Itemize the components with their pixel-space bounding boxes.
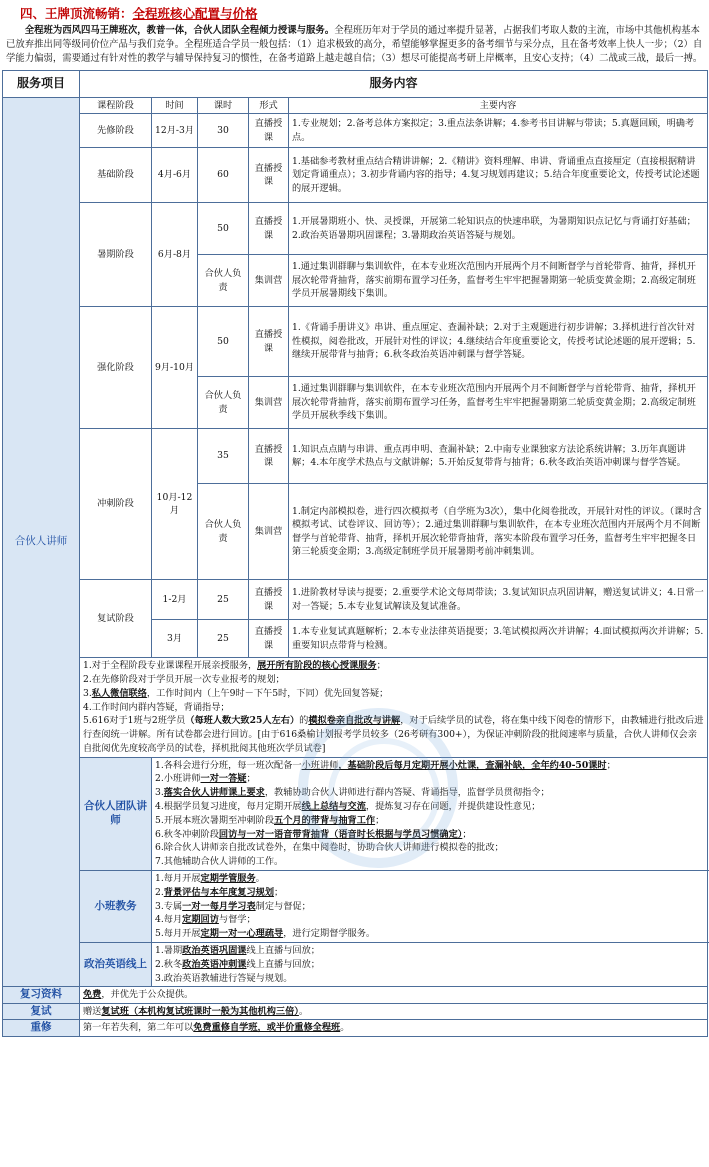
intro-bold: 全程班为西风四马王牌班次，教普一体，合伙人团队全程倾力授课与服务。: [24, 25, 335, 36]
team-line: 6.秋冬冲刺阶段回访与一对一语音带背抽背（语音时长根据与学员习惯确定）；: [155, 828, 472, 840]
stage-cell: 先修阶段: [80, 114, 152, 148]
section-heading: [2, 4, 707, 24]
intro-paragraph: [2, 24, 707, 67]
time-cell: 6月-8月: [152, 203, 198, 307]
hours-cell: 35: [198, 429, 249, 484]
stage-cell: 基础阶段: [80, 148, 152, 203]
xiaoban-row: [3, 871, 708, 943]
time-cell: 9月-10月: [152, 307, 198, 429]
content-cell: 1.通过集训群聊与集训软件，在本专业班次范围内开展两个月不间断督学与首轮带背、抽背，择机开展次轮带背抽背，落实前期布置学习任务，监督考生牢牢把握暑期第一轮质变黄金期；2.高级定制班学员开展暑期线下集训。: [289, 255, 708, 307]
content-cell: 1.本专业复试真题解析；2.本专业法律英语提要；3.笔试模拟两次并讲解；4.面试模拟两次并讲解；5.重要知识点带背与检测。: [289, 620, 708, 658]
politics-line: 2.秋冬政治英语冲刺课线上直播与回放；: [155, 958, 320, 970]
hours-cell: 30: [198, 114, 249, 148]
materials-row: [3, 987, 708, 1004]
retest-row: [3, 1003, 708, 1020]
time-cell: 12月-3月: [152, 114, 198, 148]
hours-cell: 合伙人负责: [198, 255, 249, 307]
xiaoban-content: [152, 871, 708, 943]
stage-cell: 强化阶段: [80, 307, 152, 429]
team-content: [152, 757, 708, 870]
politics-content: [152, 943, 708, 987]
team-row: [3, 757, 708, 870]
table-row: [3, 114, 708, 148]
subheader-content: 主要内容: [289, 97, 708, 114]
subheader-hours: 课时: [198, 97, 249, 114]
content-cell: 1.基础参考教材重点结合精讲讲解；2.《精讲》资料理解、串讲、背诵重点直接厘定（直接根据精讲划定背诵重点）；3.初步背诵内容的指导；4.复习规划再建议；5.结合年度重要论文，传授考试论述题的展开逻辑。: [289, 148, 708, 203]
header-service-item: 服务项目: [3, 70, 80, 97]
xiaoban-line: 1.每月开展定期学管服务。: [155, 873, 265, 885]
politics-row: [3, 943, 708, 987]
hours-cell: 25: [198, 620, 249, 658]
team-line: 3.落实合伙人讲师课上要求，教辅协助合伙人讲师进行群内答疑、背诵指导，监督学员贯彻指令；: [155, 787, 550, 799]
hours-cell: 合伙人负责: [198, 377, 249, 429]
time-cell: 4月-6月: [152, 148, 198, 203]
content-cell: 1.通过集训群聊与集训软件，在本专业班次范围内开展两个月不间断督学与首轮带背、抽背，择机开展次轮带背抽背，落实前期布置学习任务，监督考生牢牢把握暑期第二轮质变黄金期；2.高级定制班学员开展秋季线下集训。: [289, 377, 708, 429]
xiaoban-line: 4.每月定期回访与督学；: [155, 914, 256, 926]
politics-line: 3.政治英语教辅进行答疑与规划。: [155, 972, 293, 984]
materials-label: 复习资料: [3, 987, 80, 1004]
form-cell: 集训营: [249, 377, 289, 429]
team-line: 6.除合伙人讲师亲自批改试卷外，在集中阅卷时，协助合伙人讲师进行模拟卷的批改；: [155, 842, 504, 854]
politics-label: 政治英语线上: [80, 943, 152, 987]
xiaoban-line: 2.背景评估与本年度复习规划；: [155, 886, 284, 898]
header-service-content: 服务内容: [80, 70, 708, 97]
team-line: 1.各科会进行分班，每一班次配备一小班讲师，基础阶段后每月定期开展小灶课，查漏补缺，全年约40-50课时；: [155, 759, 616, 771]
xiaoban-label: 小班教务: [80, 871, 152, 943]
materials-content: 免费，并优先于公众提供。: [80, 987, 708, 1004]
time-cell: 1-2月: [152, 580, 198, 620]
form-cell: 直播授课: [249, 114, 289, 148]
note-line: 4.工作时间内群内答疑，背诵指导；: [83, 701, 230, 713]
content-cell: 1.《背诵手册讲义》串讲、重点厘定、查漏补缺；2.对于主观题进行初步讲解；3.择机进行首次针对性模拟，阅卷批改，开展针对性的评议；4.继续结合年度重要论文，传授考试论述题的展开逻辑；5.继续开展带背与抽背；6.秋冬政治英语冲刺课与督学答疑。: [289, 307, 708, 377]
hours-cell: 50: [198, 203, 249, 255]
xiaoban-line: 5.每月开展定期一对一心理疏导，进行定期督学服务。: [155, 928, 376, 940]
note-line: 5.616对于1班与2班学员（每班人数大致25人左右）的模拟卷亲自批改与讲解，对于后续学员的试卷，将在集中线下阅卷的情形下，由教辅进行批改后进行查阅统一讲解。所有试卷都会进行回访。[由于616桑榆计划报考学员较多（26考研有300+），为保证冲刺阶段的批阅速率与质量，合伙人讲师仅会亲自批阅优先度较高学员的试卷，择机批阅其他班次学员试卷]: [83, 715, 704, 754]
note-line: 2.在先修阶段对于学员开展一次专业报考的规划；: [83, 673, 285, 685]
team-line: 2.小班讲师一对一答疑；: [155, 773, 256, 785]
team-line: 5.开展本班次暑期至冲刺阶段五个月的带背与抽背工作；: [155, 814, 385, 826]
form-cell: 直播授课: [249, 203, 289, 255]
intro-rest: 全程班历年对于学员的通过率提升显著，占据我们考取人数的主流，市场中其他机构基本已放弃推出同等级同价位产品与我们竞争。全程班适合学员一般包括：（1）追求极致的高分，希望能够掌握更多的备考细节与采分点，且在备考效率上快人一步；（2）自学能力偏弱，需要通过有针对性的教学与辅导保持复习的惯性，在备考道路上越走越自信；（3）想尽可能提高考研上岸概率，且安心支持；（4）二战或三战，最后一搏。: [6, 25, 703, 65]
time-cell: 3月: [152, 620, 198, 658]
xiaoban-line: 3.专属一对一每月学习表制定与督促；: [155, 900, 311, 912]
note-line: 3.私人微信联络，工作时间内（上午9时－下午5时，下同）优先回复答疑；: [83, 687, 389, 699]
form-cell: 直播授课: [249, 148, 289, 203]
repeat-content: 第一年若失利，第二年可以免费重修自学班，或半价重修全程班。: [80, 1020, 708, 1037]
retest-content: 赠送复试班（本机构复试班课时一般为其他机构三倍）。: [80, 1003, 708, 1020]
stage-cell: 复试阶段: [80, 580, 152, 658]
stage-cell: 冲刺阶段: [80, 429, 152, 580]
note-line: 1.对于全程阶段专业课课程开展亲授服务，展开所有阶段的核心授课服务；: [83, 660, 386, 672]
repeat-label: 重修: [3, 1020, 80, 1037]
service-table: [2, 70, 708, 1037]
table-row: [3, 148, 708, 203]
content-cell: 1.制定内部模拟卷，进行四次模拟考（自学班为3次），集中化阅卷批改，开展针对性的评议。（课时含模拟考试、试卷评议、回访等）；2.通过集训群聊与集训软件，在本专业班次范围内开展两个月不间断督学与首轮带背、抽背，择机开展次轮带背抽背，落实本阶段布置学习任务，监督考生牢牢把握冬日第三轮质变金期；3.高级定制班学员开展暑期考前冲刺集训。: [289, 484, 708, 580]
subheader-time: 时间: [152, 97, 198, 114]
hours-cell: 合伙人负责: [198, 484, 249, 580]
team-line: 7.其他辅助合伙人讲师的工作。: [155, 856, 284, 868]
subheader-stage: 课程阶段: [80, 97, 152, 114]
team-line: 4.根据学员复习进度，每月定期开展线上总结与交流，提炼复习存在问题，并提供建设性意见；: [155, 801, 541, 813]
content-cell: 1.专业规划；2.备考总体方案拟定；3.重点法条讲解；4.参考书目讲解与带读；5.真题回顾，明确考点。: [289, 114, 708, 148]
table-row: [3, 203, 708, 255]
table-row: [3, 429, 708, 484]
form-cell: 直播授课: [249, 429, 289, 484]
form-cell: 直播授课: [249, 307, 289, 377]
form-cell: 集训营: [249, 255, 289, 307]
partner-notes-row: [3, 658, 708, 758]
team-label: 合伙人团队讲师: [80, 757, 152, 870]
hours-cell: 60: [198, 148, 249, 203]
retest-label: 复试: [3, 1003, 80, 1020]
heading-prefix: 四、王牌顶流畅销：: [20, 6, 133, 21]
hours-cell: 50: [198, 307, 249, 377]
content-cell: 1.进阶教材导读与提要；2.重要学术论文每周带读；3.复试知识点巩固讲解，赠送复试讲义；4.日常一对一答疑；5.本专业复试解读及复试准备。: [289, 580, 708, 620]
form-cell: 直播授课: [249, 580, 289, 620]
partner-lecturer-label: 合伙人讲师: [3, 97, 80, 987]
form-cell: 直播授课: [249, 620, 289, 658]
repeat-row: [3, 1020, 708, 1037]
subheader-form: 形式: [249, 97, 289, 114]
table-row: [3, 580, 708, 620]
table-row: [3, 307, 708, 377]
hours-cell: 25: [198, 580, 249, 620]
stage-cell: 暑期阶段: [80, 203, 152, 307]
heading-highlight: 全程班核心配置与价格: [132, 6, 258, 21]
politics-line: 1.暑期政治英语巩固课线上直播与回放；: [155, 945, 320, 957]
table-sub-header: [3, 97, 708, 114]
table-header: [3, 70, 708, 97]
time-cell: 10月-12月: [152, 429, 198, 580]
form-cell: 集训营: [249, 484, 289, 580]
content-cell: 1.知识点点睛与串讲、重点再申明、查漏补缺；2.中南专业课独家方法论系统讲解；3.历年真题讲解；4.本年度学术热点与文献讲解；5.开始反复带背与抽背；6.秋冬政治英语冲刺课与督学答疑。: [289, 429, 708, 484]
partner-notes: [80, 658, 708, 758]
content-cell: 1.开展暑期班小、快、灵授课，开展第二轮知识点的快速串联，为暑期知识点记忆与背诵打好基础；2.政治英语暑期巩固课程；3.暑期政治英语答疑与规划。: [289, 203, 708, 255]
